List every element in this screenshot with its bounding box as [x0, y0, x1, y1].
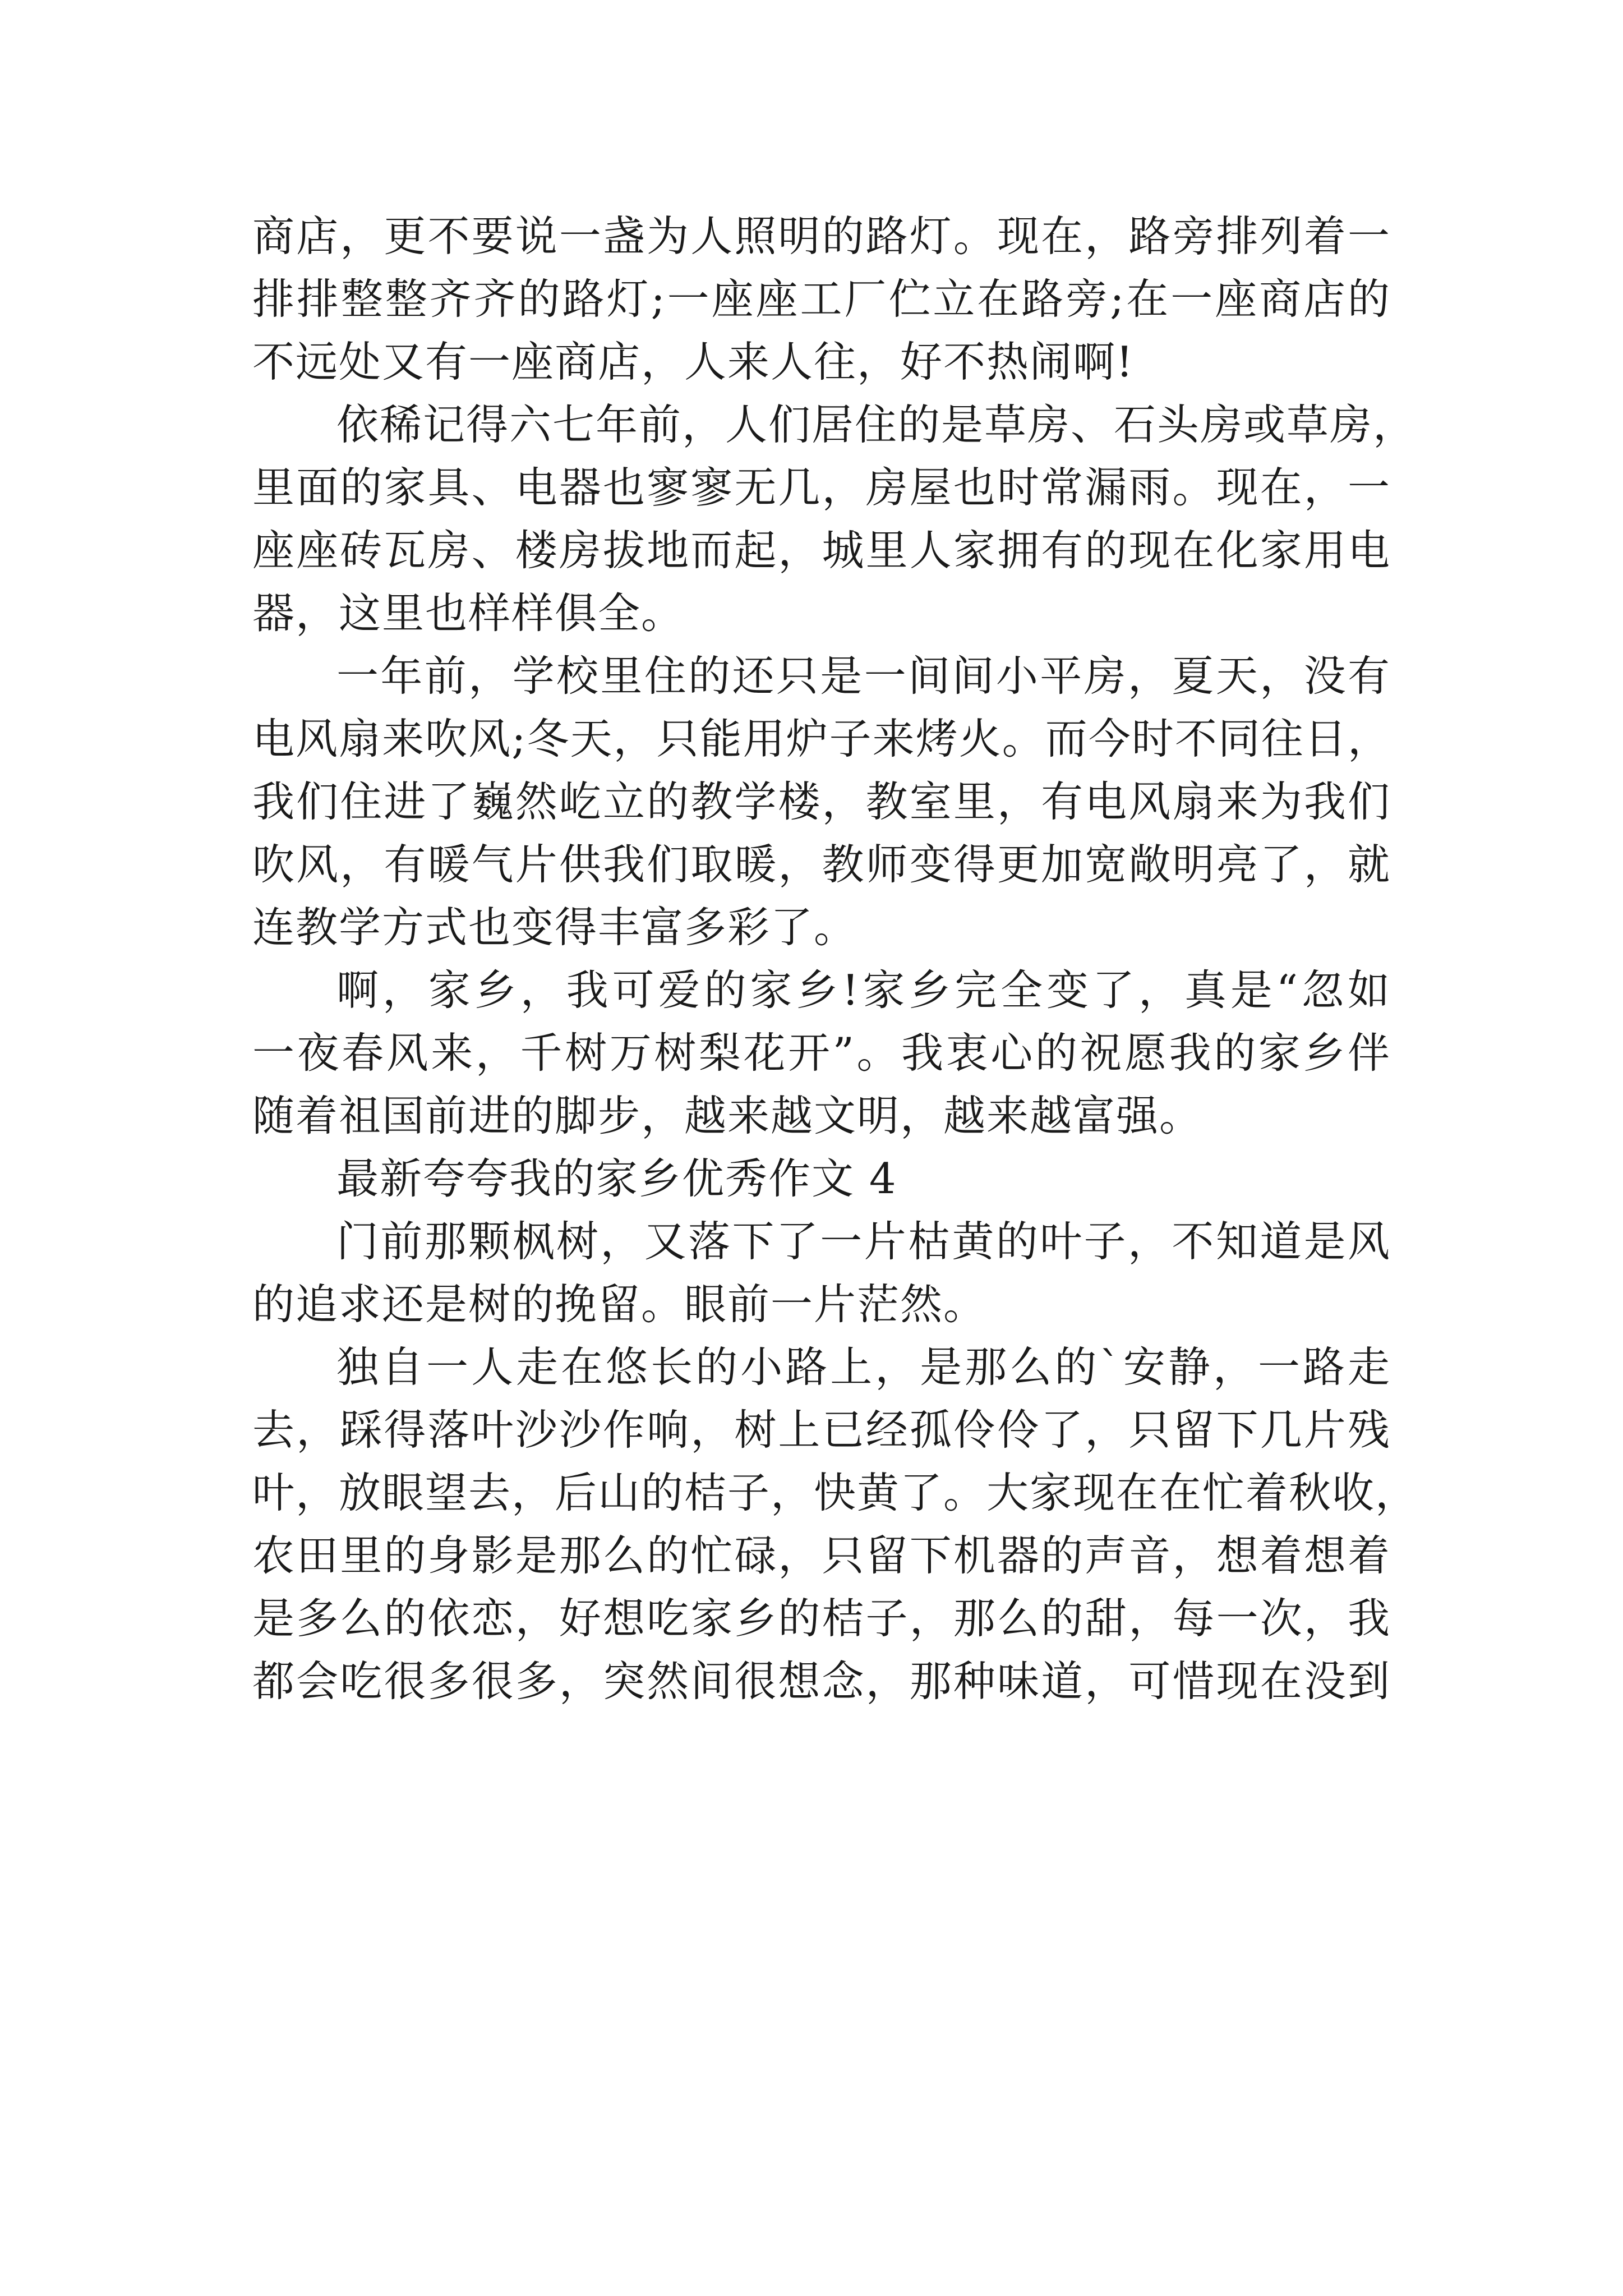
text-line: 不远处又有一座商店，人来人往，好不热闹啊!: [252, 337, 1135, 386]
text-line: 是多么的依恋，好想吃家乡的桔子，那么的甜，每一次，我: [252, 1594, 1391, 1643]
section-heading: [252, 1147, 1391, 1210]
text-line: 门前那颗枫树，又落下了一片枯黄的叶子，不知道是风: [336, 1217, 1391, 1266]
text-line: 一夜春风来，千树万树梨花开”。我衷心的祝愿我的家乡伴: [252, 1028, 1391, 1078]
paragraph-2: [252, 393, 1417, 645]
section-heading-text: 最新夸夸我的家乡优秀作文 4: [336, 1154, 897, 1203]
paragraph-4: [252, 959, 1391, 1147]
text-line: 叶，放眼望去，后山的桔子，快黄了。大家现在在忙着秋收，: [252, 1468, 1419, 1517]
text-line: 电风扇来吹风;冬天，只能用炉子来烤火。而今时不同往日，: [252, 714, 1391, 763]
text-line: 我们住进了巍然屹立的教学楼，教室里，有电风扇来为我们: [252, 777, 1391, 826]
text-line: 啊，家乡，我可爱的家乡!家乡完全变了，真是“忽如: [336, 965, 1391, 1015]
paragraph-6: [252, 1336, 1419, 1713]
document-body: [252, 205, 1419, 1713]
paragraph-5: [252, 1210, 1391, 1336]
text-line: 座座砖瓦房、楼房拔地而起，城里人家拥有的现在化家用电: [252, 526, 1391, 575]
text-line: 排排整整齐齐的路灯;一座座工厂伫立在路旁;在一座商店的: [252, 274, 1391, 324]
text-line: 随着祖国前进的脚步，越来越文明，越来越富强。: [252, 1091, 1203, 1140]
text-line: 农田里的身影是那么的忙碌，只留下机器的声音，想着想着: [252, 1531, 1391, 1580]
text-line: 吹风，有暖气片供我们取暖，教师变得更加宽敞明亮了，就: [252, 840, 1391, 889]
text-line: 连教学方式也变得丰富多彩了。: [252, 903, 857, 952]
text-line: 独自一人走在悠长的小路上，是那么的`安静，一路走: [336, 1342, 1391, 1392]
text-line: 商店，更不要说一盏为人照明的路灯。现在，路旁排列着一: [252, 211, 1391, 261]
text-line: 器，这里也样样俱全。: [252, 588, 685, 638]
text-line: 一年前，学校里住的还只是一间间小平房，夏天，没有: [336, 651, 1391, 701]
text-line: 去，踩得落叶沙沙作响，树上已经孤伶伶了，只留下几片残: [252, 1405, 1391, 1455]
text-line: 依稀记得六七年前，人们居住的是草房、石头房或草房，: [336, 400, 1417, 449]
paragraph-3: [252, 645, 1391, 959]
text-line: 里面的家具、电器也寥寥无几，房屋也时常漏雨。现在，一: [252, 463, 1391, 512]
text-line: 的追求还是树的挽留。眼前一片茫然。: [252, 1280, 987, 1329]
paragraph-1: [252, 205, 1391, 393]
text-line: 都会吃很多很多，突然间很想念，那种味道，可惜现在没到: [252, 1657, 1391, 1706]
